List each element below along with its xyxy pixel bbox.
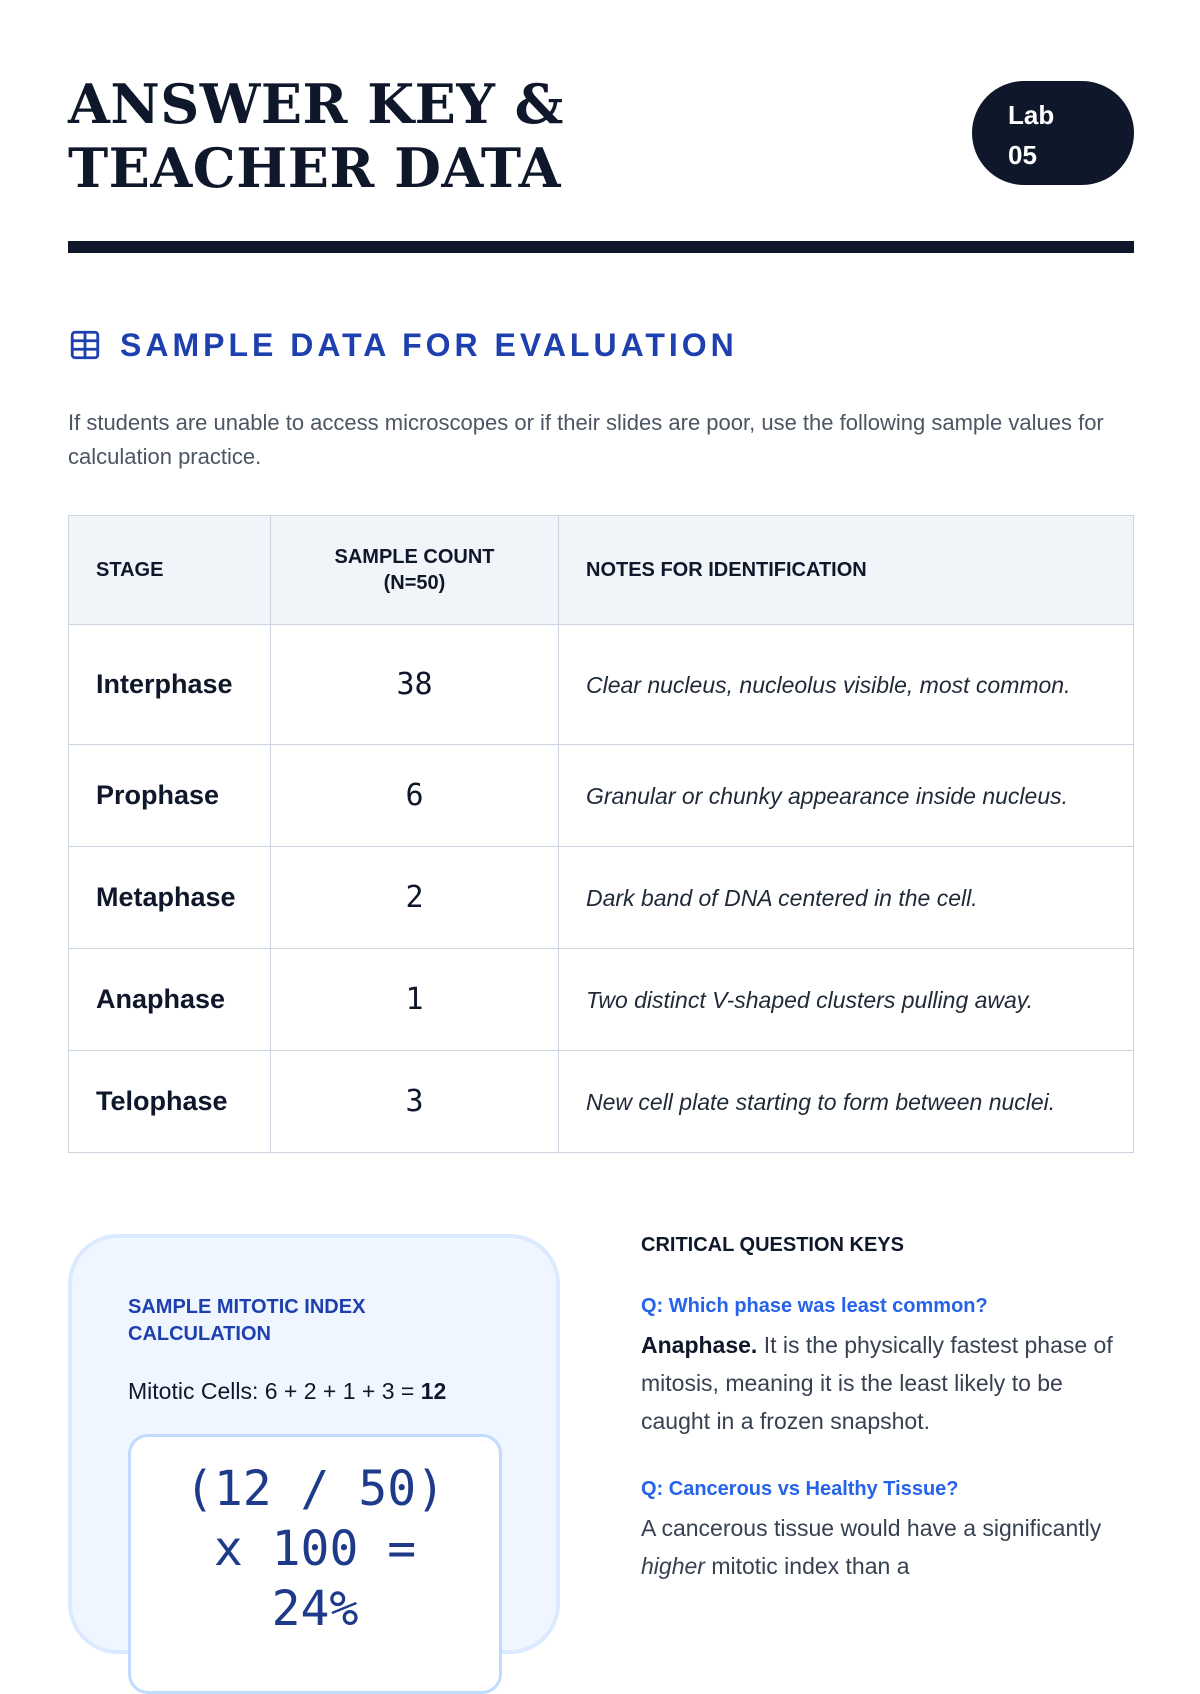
stage-cell: Interphase	[69, 625, 271, 745]
notes-cell: Dark band of DNA centered in the cell.	[559, 847, 1134, 949]
answer-keyword: Anaphase.	[641, 1332, 758, 1358]
section-title: SAMPLE DATA FOR EVALUATION	[120, 326, 738, 363]
header-sample-count-label: SAMPLE COUNT (N=50)	[334, 546, 495, 594]
notes-cell: New cell plate starting to form between nuclei.	[559, 1051, 1134, 1153]
mitotic-cells-line	[128, 1378, 446, 1405]
section-heading	[68, 325, 738, 365]
page-header	[68, 72, 1134, 202]
question-label: Q: Which phase was least common?	[641, 1295, 988, 1317]
header-stage: STAGE	[69, 516, 271, 625]
header-divider	[68, 241, 1134, 253]
formula-box	[128, 1434, 502, 1694]
stage-cell: Anaphase	[69, 949, 271, 1051]
answer-text: A cancerous tissue would have a significantly	[641, 1515, 1102, 1541]
header-sample-count	[271, 516, 559, 625]
mitotic-cells-sum: Mitotic Cells: 6 + 2 + 1 + 3 =	[128, 1378, 421, 1404]
lab-badge	[972, 81, 1134, 185]
answer-key-page	[68, 0, 1134, 1637]
answer-text: mitotic index than a	[704, 1553, 910, 1579]
question-answer	[641, 1509, 1134, 1585]
answer-text: It is the physically fastest phase of mitosis, meaning it is the least likely to be caught in a frozen snapshot.	[641, 1332, 1113, 1434]
question-label: Q: Cancerous vs Healthy Tissue?	[641, 1478, 959, 1500]
formula-result: 24%	[271, 1581, 359, 1637]
table-row	[69, 949, 1134, 1051]
table-row	[69, 847, 1134, 949]
table-header-row	[69, 516, 1134, 625]
critical-question-keys	[641, 1234, 1134, 1585]
count-cell: 3	[271, 1051, 559, 1153]
count-cell: 2	[271, 847, 559, 949]
stage-cell: Telophase	[69, 1051, 271, 1153]
table-row	[69, 1051, 1134, 1153]
answer-emphasis: higher	[641, 1553, 705, 1579]
lab-badge-label: Lab	[1008, 100, 1055, 130]
table-row	[69, 625, 1134, 745]
formula-line: x 100 =	[213, 1521, 417, 1577]
page-title: ANSWER KEY & TEACHER DATA	[68, 72, 564, 200]
formula-line: (12 / 50)	[184, 1461, 446, 1517]
stage-cell: Metaphase	[69, 847, 271, 949]
header-notes: NOTES FOR IDENTIFICATION	[559, 516, 1134, 625]
mitotic-cells-total: 12	[420, 1378, 447, 1404]
notes-cell: Two distinct V-shaped clusters pulling away.	[559, 949, 1134, 1051]
count-cell: 1	[271, 949, 559, 1051]
notes-cell: Clear nucleus, nucleolus visible, most common.	[559, 625, 1134, 745]
count-cell: 38	[271, 625, 559, 745]
table-row	[69, 745, 1134, 847]
lab-badge-number: 05	[1008, 140, 1037, 170]
questions-heading: CRITICAL QUESTION KEYS	[641, 1234, 904, 1256]
notes-cell: Granular or chunky appearance inside nucleus.	[559, 745, 1134, 847]
question-answer	[641, 1326, 1134, 1440]
mitotic-index-card	[68, 1234, 560, 1654]
sample-data-table	[68, 515, 1134, 1153]
intro-paragraph: If students are unable to access microscopes or if their slides are poor, use the following sample values for calculation practice.	[68, 410, 1104, 469]
table-icon	[68, 328, 102, 362]
calc-title: SAMPLE MITOTIC INDEX CALCULATION	[128, 1296, 366, 1345]
stage-cell: Prophase	[69, 745, 271, 847]
count-cell: 6	[271, 745, 559, 847]
